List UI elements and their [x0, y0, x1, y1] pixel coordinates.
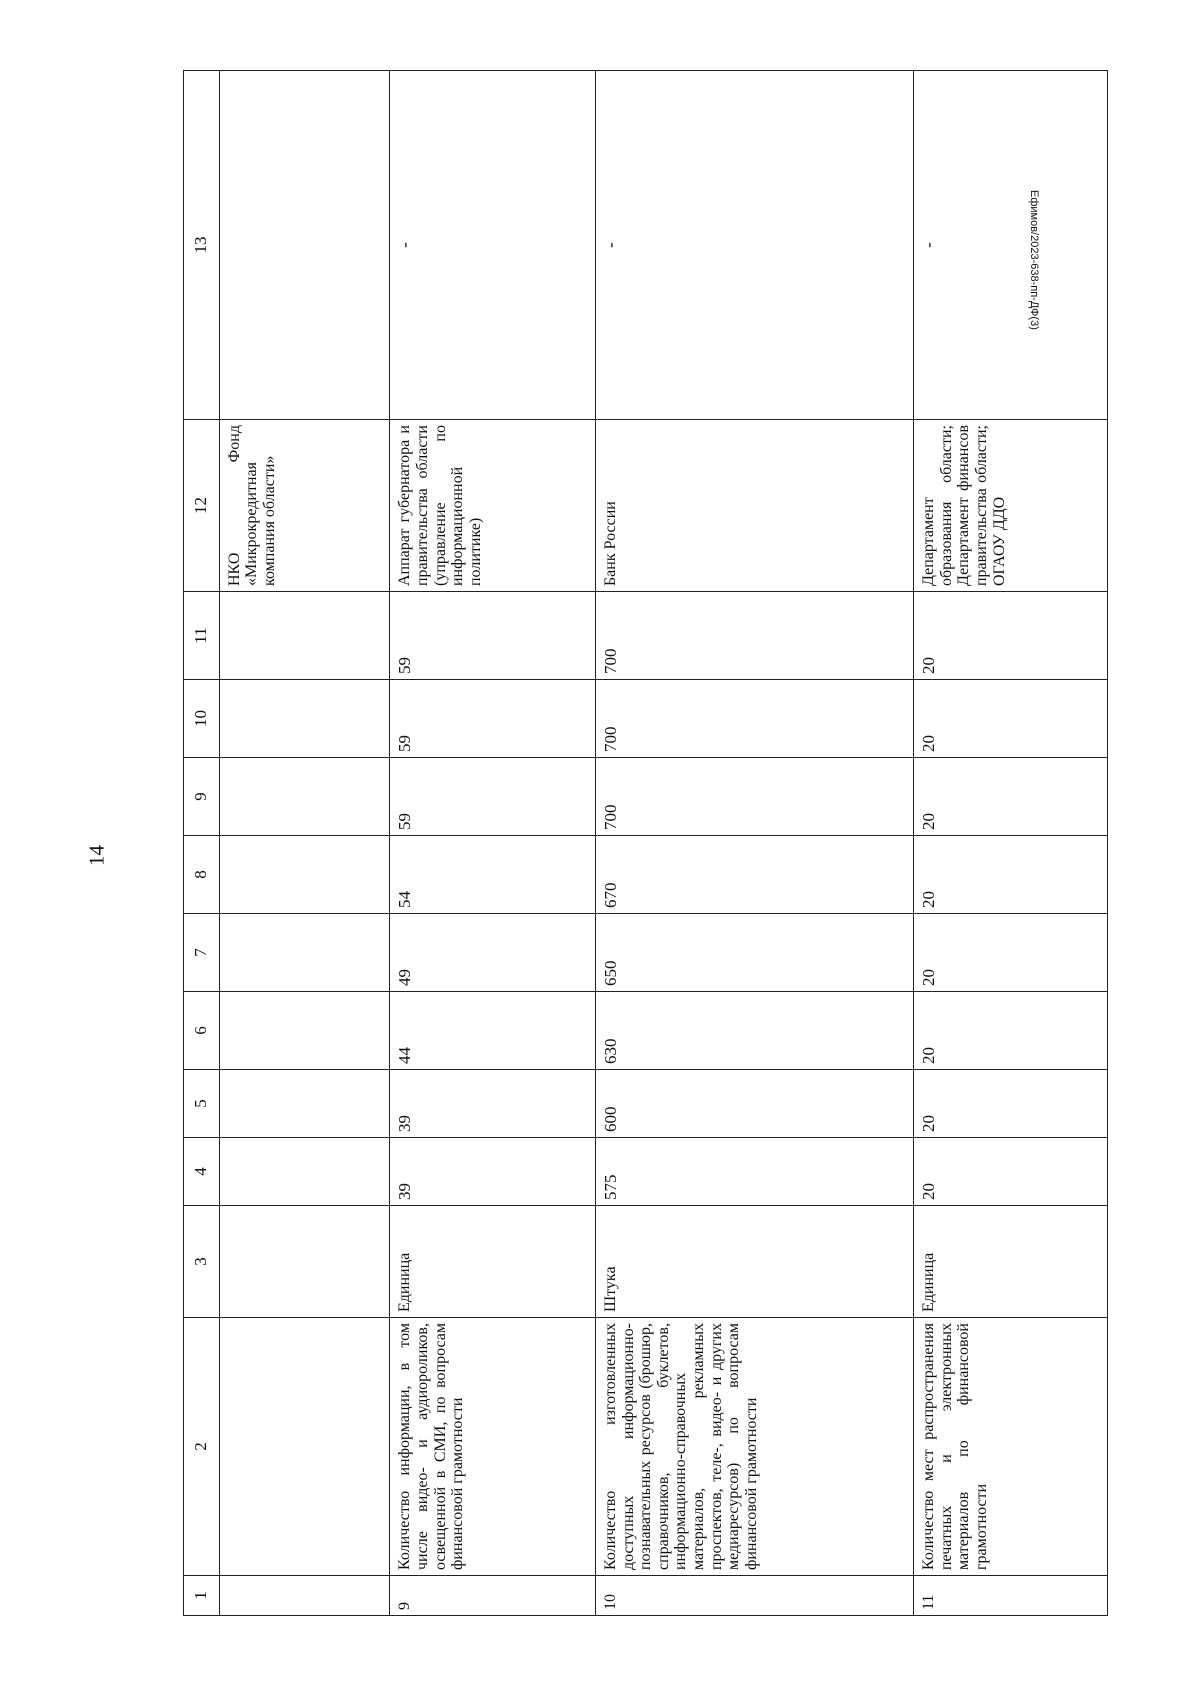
cell-number	[219, 1576, 390, 1616]
cell-indicator: Количество информации, в том числе видео- и аудиороликов, освещенной в СМИ, по вопросам финансовой грамотности	[390, 1318, 596, 1576]
cell-unit: Штука	[596, 1206, 914, 1318]
cell-value: 20	[914, 1138, 1108, 1206]
cell-responsible: Аппарат губернатора и правительства области (управление по информационной политике)	[390, 420, 596, 592]
cell-value: 59	[390, 680, 596, 758]
cell-value	[219, 592, 390, 680]
col-header-5: 5	[184, 1070, 220, 1138]
cell-value: 20	[914, 914, 1108, 992]
cell-note: -	[596, 71, 914, 420]
cell-indicator: Количество мест распространения печатных и электронных материалов по финансовой грамотности	[914, 1318, 1108, 1576]
cell-number: 10	[596, 1576, 914, 1616]
rotated-table-frame	[183, 91, 1108, 1616]
col-header-3: 3	[184, 1206, 220, 1318]
col-header-6: 6	[184, 992, 220, 1070]
cell-value: 54	[390, 836, 596, 914]
cell-unit: Единица	[390, 1206, 596, 1318]
cell-value: 20	[914, 680, 1108, 758]
cell-value: 700	[596, 680, 914, 758]
col-header-7: 7	[184, 914, 220, 992]
cell-value: 700	[596, 592, 914, 680]
col-header-1: 1	[184, 1576, 220, 1616]
table-row	[390, 71, 596, 1616]
cell-responsible: НКО Фонд «Микрокредитная компания области»	[219, 420, 390, 592]
table-row	[914, 71, 1108, 1616]
col-header-8: 8	[184, 836, 220, 914]
cell-value: 20	[914, 992, 1108, 1070]
header-row	[184, 71, 220, 1616]
col-header-9: 9	[184, 758, 220, 836]
cell-responsible: Банк России	[596, 420, 914, 592]
cell-indicator: Количество изготовленных доступных информационно-познавательных ресурсов (брошюр, справочников, буклетов, информационно-справочных материалов, рекламных проспектов, теле-, видео- и других медиаресурсов) по вопросам финансовой грамотности	[596, 1318, 914, 1576]
cell-value: 700	[596, 758, 914, 836]
page-number: 14	[84, 845, 109, 866]
cell-value: 650	[596, 914, 914, 992]
cell-value: 670	[596, 836, 914, 914]
cell-value: 20	[914, 836, 1108, 914]
col-header-11: 11	[184, 592, 220, 680]
cell-value	[219, 1070, 390, 1138]
cell-unit	[219, 1206, 390, 1318]
cell-value: 20	[914, 758, 1108, 836]
cell-value	[219, 680, 390, 758]
col-header-4: 4	[184, 1138, 220, 1206]
cell-value: 49	[390, 914, 596, 992]
cell-responsible: Департамент образования области; Департамент финансов правительства области; ОГАОУ ДДО	[914, 420, 1108, 592]
cell-value: 20	[914, 592, 1108, 680]
col-header-13: 13	[184, 71, 220, 420]
cell-note	[219, 71, 390, 420]
cell-number: 11	[914, 1576, 1108, 1616]
cell-value: 59	[390, 758, 596, 836]
cell-value: 575	[596, 1138, 914, 1206]
col-header-2: 2	[184, 1318, 220, 1576]
cell-value	[219, 1138, 390, 1206]
cell-indicator	[219, 1318, 390, 1576]
cell-value: 630	[596, 992, 914, 1070]
table-row	[596, 71, 914, 1616]
col-header-10: 10	[184, 680, 220, 758]
cell-value: 20	[914, 1070, 1108, 1138]
cell-value: 600	[596, 1070, 914, 1138]
cell-note: -	[914, 71, 1108, 420]
cell-unit: Единица	[914, 1206, 1108, 1318]
cell-value: 44	[390, 992, 596, 1070]
indicators-table	[183, 70, 1108, 1616]
document-code: Ефимов/2023-638-пп-ДФ(3)	[1028, 190, 1040, 330]
table-container	[183, 91, 1108, 1616]
cell-value: 39	[390, 1070, 596, 1138]
cell-value	[219, 758, 390, 836]
table-row	[219, 71, 390, 1616]
cell-number: 9	[390, 1576, 596, 1616]
cell-value	[219, 836, 390, 914]
cell-value	[219, 992, 390, 1070]
col-header-12: 12	[184, 420, 220, 592]
cell-note: -	[390, 71, 596, 420]
cell-value	[219, 914, 390, 992]
cell-value: 59	[390, 592, 596, 680]
cell-value: 39	[390, 1138, 596, 1206]
